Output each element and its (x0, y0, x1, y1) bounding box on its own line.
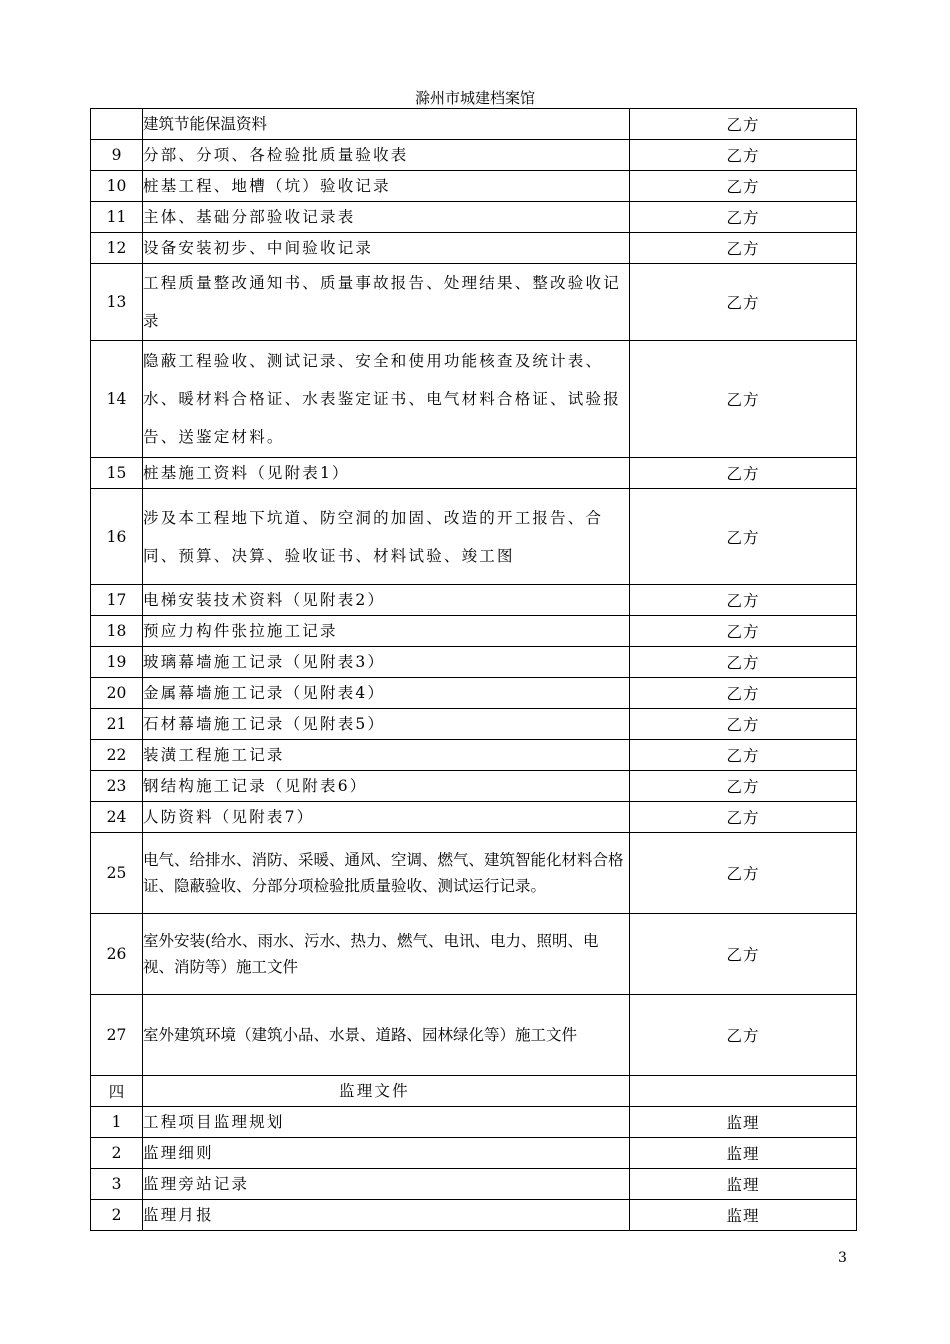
row-number: 13 (91, 264, 143, 341)
row-responsible: 乙方 (630, 341, 857, 458)
row-content: 石材幕墙施工记录（见附表5） (143, 709, 630, 740)
row-responsible: 乙方 (630, 109, 857, 140)
row-number: 18 (91, 616, 143, 647)
row-number (91, 109, 143, 140)
row-number: 23 (91, 771, 143, 802)
row-responsible: 乙方 (630, 833, 857, 914)
row-number: 11 (91, 202, 143, 233)
section-title: 监理文件 (143, 1076, 630, 1107)
row-responsible: 乙方 (630, 585, 857, 616)
row-responsible: 乙方 (630, 647, 857, 678)
row-responsible (630, 1076, 857, 1107)
table-row (91, 802, 857, 833)
row-number: 25 (91, 833, 143, 914)
row-number: 14 (91, 341, 143, 458)
table-row (91, 1076, 857, 1107)
row-number: 16 (91, 489, 143, 585)
row-content: 监理旁站记录 (143, 1169, 630, 1200)
row-responsible: 监理 (630, 1138, 857, 1169)
row-responsible: 乙方 (630, 616, 857, 647)
row-content: 涉及本工程地下坑道、防空洞的加固、改造的开工报告、合同、预算、决算、验收证书、材料试验、竣工图 (143, 489, 630, 585)
row-responsible: 乙方 (630, 678, 857, 709)
row-content: 设备安装初步、中间验收记录 (143, 233, 630, 264)
row-content: 监理细则 (143, 1138, 630, 1169)
row-responsible: 乙方 (630, 140, 857, 171)
row-responsible: 乙方 (630, 914, 857, 995)
table-row (91, 647, 857, 678)
table-row (91, 678, 857, 709)
row-responsible: 监理 (630, 1200, 857, 1231)
row-content: 钢结构施工记录（见附表6） (143, 771, 630, 802)
row-responsible: 乙方 (630, 489, 857, 585)
row-content: 装潢工程施工记录 (143, 740, 630, 771)
row-responsible: 乙方 (630, 264, 857, 341)
table-row (91, 264, 857, 341)
row-number: 21 (91, 709, 143, 740)
row-content: 工程质量整改通知书、质量事故报告、处理结果、整改验收记录 (143, 264, 630, 341)
table-row (91, 833, 857, 914)
row-responsible: 乙方 (630, 771, 857, 802)
table-row (91, 1200, 857, 1231)
row-number: 12 (91, 233, 143, 264)
row-content: 监理月报 (143, 1200, 630, 1231)
table-row (91, 202, 857, 233)
row-number: 1 (91, 1107, 143, 1138)
table-row (91, 585, 857, 616)
row-number: 20 (91, 678, 143, 709)
table-body (91, 109, 857, 1231)
table-row (91, 709, 857, 740)
row-number: 27 (91, 995, 143, 1076)
table-row (91, 740, 857, 771)
table-row (91, 458, 857, 489)
table-row (91, 1107, 857, 1138)
row-responsible: 监理 (630, 1169, 857, 1200)
row-number: 9 (91, 140, 143, 171)
row-number: 四 (91, 1076, 143, 1107)
row-responsible: 乙方 (630, 709, 857, 740)
row-content: 室外建筑环境（建筑小品、水景、道路、园林绿化等）施工文件 (143, 995, 630, 1076)
table-row (91, 995, 857, 1076)
row-content: 主体、基础分部验收记录表 (143, 202, 630, 233)
row-responsible: 乙方 (630, 202, 857, 233)
row-content: 桩基施工资料（见附表1） (143, 458, 630, 489)
row-number: 10 (91, 171, 143, 202)
row-number: 15 (91, 458, 143, 489)
row-number: 17 (91, 585, 143, 616)
table-row (91, 489, 857, 585)
table-row (91, 616, 857, 647)
row-number: 19 (91, 647, 143, 678)
row-content: 预应力构件张拉施工记录 (143, 616, 630, 647)
row-responsible: 乙方 (630, 740, 857, 771)
row-responsible: 乙方 (630, 171, 857, 202)
table-row (91, 171, 857, 202)
row-content: 电气、给排水、消防、采暖、通风、空调、燃气、建筑智能化材料合格证、隐蔽验收、分部分项检验批质量验收、测试运行记录。 (143, 833, 630, 914)
table-row (91, 1138, 857, 1169)
row-content: 桩基工程、地槽（坑）验收记录 (143, 171, 630, 202)
table-row (91, 341, 857, 458)
page-number: 3 (838, 1250, 847, 1266)
row-responsible: 乙方 (630, 802, 857, 833)
row-content: 电梯安装技术资料（见附表2） (143, 585, 630, 616)
row-number: 2 (91, 1138, 143, 1169)
row-content: 工程项目监理规划 (143, 1107, 630, 1138)
row-content: 隐蔽工程验收、测试记录、安全和使用功能核查及统计表、水、暖材料合格证、水表鉴定证书、电气材料合格证、试验报告、送鉴定材料。 (143, 341, 630, 458)
row-number: 3 (91, 1169, 143, 1200)
row-number: 26 (91, 914, 143, 995)
row-content: 建筑节能保温资料 (143, 109, 630, 140)
page-header: 滁州市城建档案馆 (414, 89, 535, 107)
row-responsible: 乙方 (630, 233, 857, 264)
row-content: 玻璃幕墙施工记录（见附表3） (143, 647, 630, 678)
row-number: 2 (91, 1200, 143, 1231)
row-number: 24 (91, 802, 143, 833)
table-row (91, 771, 857, 802)
table-row (91, 140, 857, 171)
row-content: 金属幕墙施工记录（见附表4） (143, 678, 630, 709)
row-responsible: 监理 (630, 1107, 857, 1138)
row-content: 人防资料（见附表7） (143, 802, 630, 833)
table-row (91, 109, 857, 140)
table-row (91, 233, 857, 264)
table-row (91, 914, 857, 995)
table-row (91, 1169, 857, 1200)
row-content: 分部、分项、各检验批质量验收表 (143, 140, 630, 171)
row-responsible: 乙方 (630, 995, 857, 1076)
row-content: 室外安装(给水、雨水、污水、热力、燃气、电讯、电力、照明、电视、消防等）施工文件 (143, 914, 630, 995)
row-number: 22 (91, 740, 143, 771)
archive-table (90, 108, 857, 1231)
row-responsible: 乙方 (630, 458, 857, 489)
